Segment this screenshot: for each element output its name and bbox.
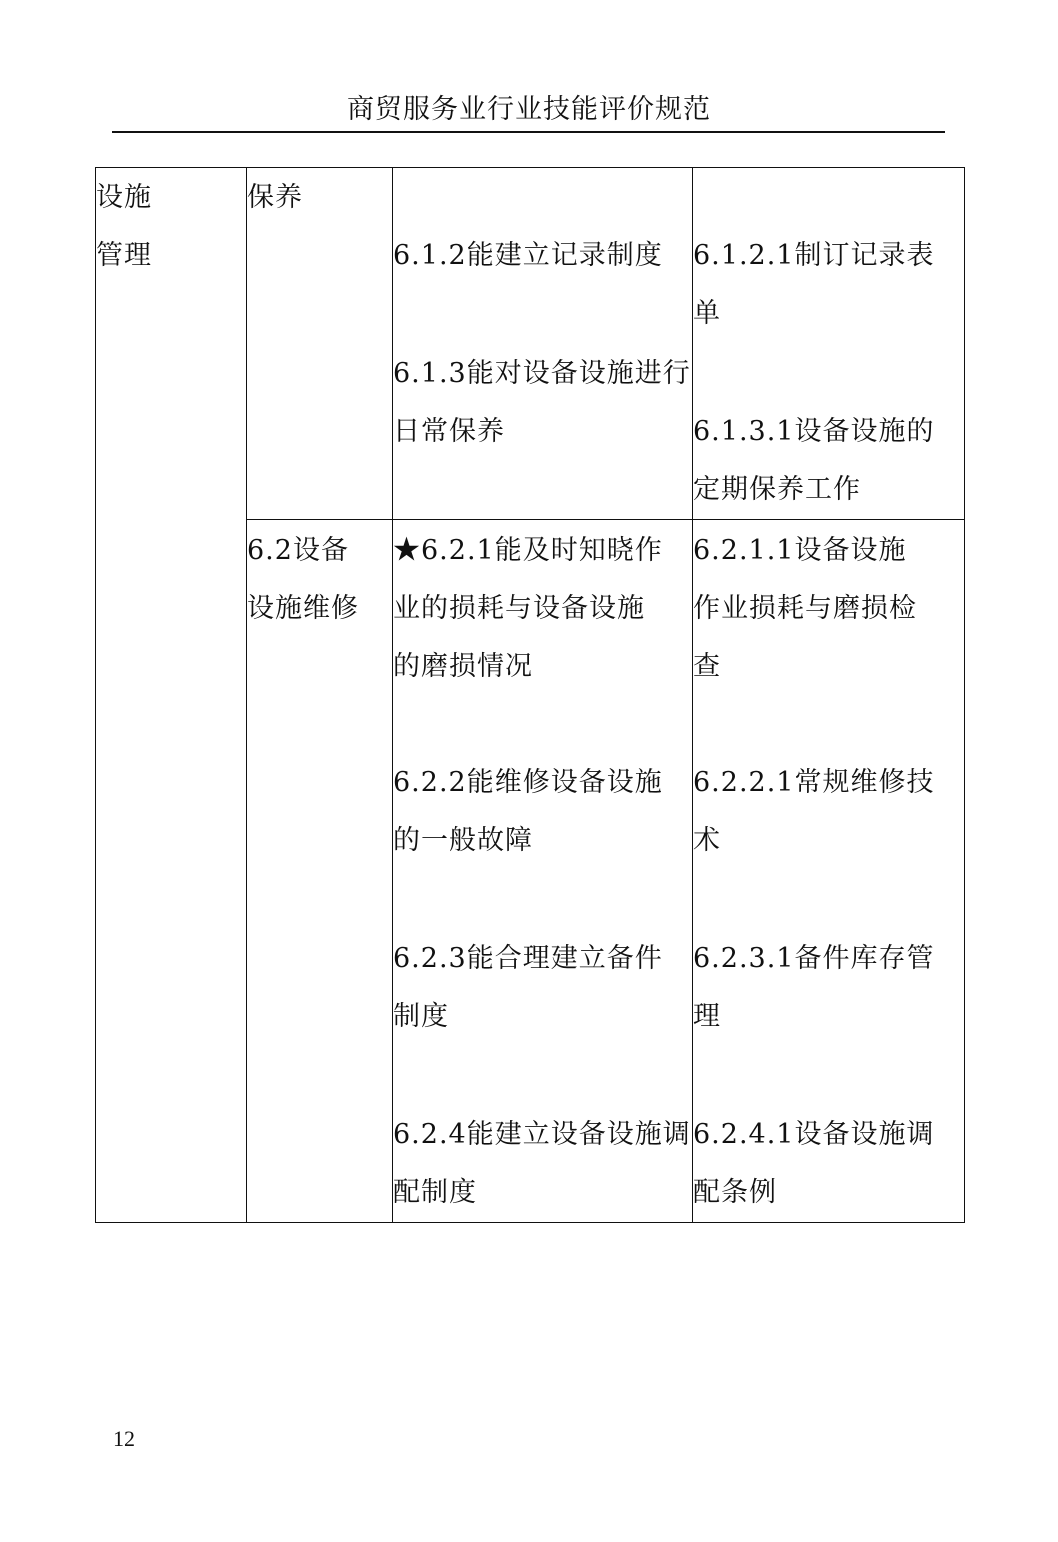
- skill-6-1-3-line2: 日常保养: [393, 416, 505, 447]
- skill-6-2-2-line2: 的一般故障: [393, 825, 533, 856]
- subcategory-cell-maintenance: [247, 168, 393, 520]
- skill-6-2-4-line1: 6.2.4能建立设备设施调: [393, 1119, 691, 1150]
- skill-cell-row2: [393, 520, 693, 1223]
- skill-spec-table: [95, 167, 965, 1223]
- knowledge-cell-row2: [693, 520, 965, 1223]
- knowledge-6-2-1-1-line2: 作业损耗与磨损检: [693, 593, 917, 624]
- subcategory-6-2-line1: 6.2设备: [247, 535, 349, 566]
- header-rule: [112, 131, 945, 133]
- knowledge-6-2-1-1-line3: 查: [693, 651, 721, 682]
- skill-6-2-2-line1: 6.2.2能维修设备设施: [393, 767, 663, 798]
- skill-6-1-3-line1: 6.1.3能对设备设施进行: [393, 358, 691, 389]
- knowledge-6-1-2-1-line2: 单: [693, 298, 721, 329]
- skill-cell-row1: [393, 168, 693, 520]
- category-cell: [96, 168, 247, 1223]
- skill-6-2-3-line1: 6.2.3能合理建立备件: [393, 943, 663, 974]
- knowledge-6-1-3-1-line2: 定期保养工作: [693, 474, 861, 505]
- knowledge-6-2-4-1-line1: 6.2.4.1设备设施调: [693, 1119, 935, 1150]
- subcategory-label: 保养: [247, 182, 303, 213]
- skill-6-2-1-line1: ★6.2.1能及时知晓作: [393, 535, 663, 566]
- skill-6-2-1-line3: 的磨损情况: [393, 651, 533, 682]
- page-number: 12: [113, 1426, 135, 1451]
- knowledge-6-1-3-1-line1: 6.1.3.1设备设施的: [693, 416, 935, 447]
- skill-6-2-3-line2: 制度: [393, 1001, 449, 1032]
- skill-6-1-2-line1: 6.1.2能建立记录制度: [393, 240, 663, 271]
- knowledge-6-2-1-1-line1: 6.2.1.1设备设施: [693, 535, 907, 566]
- knowledge-6-2-2-1-line2: 术: [693, 825, 721, 856]
- knowledge-6-2-2-1-line1: 6.2.2.1常规维修技: [693, 767, 935, 798]
- page-header-title: 商贸服务业行业技能评价规范: [347, 94, 711, 125]
- knowledge-6-2-3-1-line1: 6.2.3.1备件库存管: [693, 943, 935, 974]
- table-row: [96, 168, 965, 520]
- knowledge-6-2-3-1-line2: 理: [693, 1001, 721, 1032]
- skill-6-2-1-line2: 业的损耗与设备设施: [393, 593, 645, 624]
- category-label-line1: 设施: [96, 182, 152, 213]
- knowledge-6-1-2-1-line1: 6.1.2.1制订记录表: [693, 240, 935, 271]
- subcategory-6-2-line2: 设施维修: [247, 593, 359, 624]
- category-label-line2: 管理: [96, 240, 152, 271]
- knowledge-6-2-4-1-line2: 配条例: [693, 1177, 777, 1208]
- skill-6-2-4-line2: 配制度: [393, 1177, 477, 1208]
- knowledge-cell-row1: [693, 168, 965, 520]
- subcategory-cell-repair: [247, 520, 393, 1223]
